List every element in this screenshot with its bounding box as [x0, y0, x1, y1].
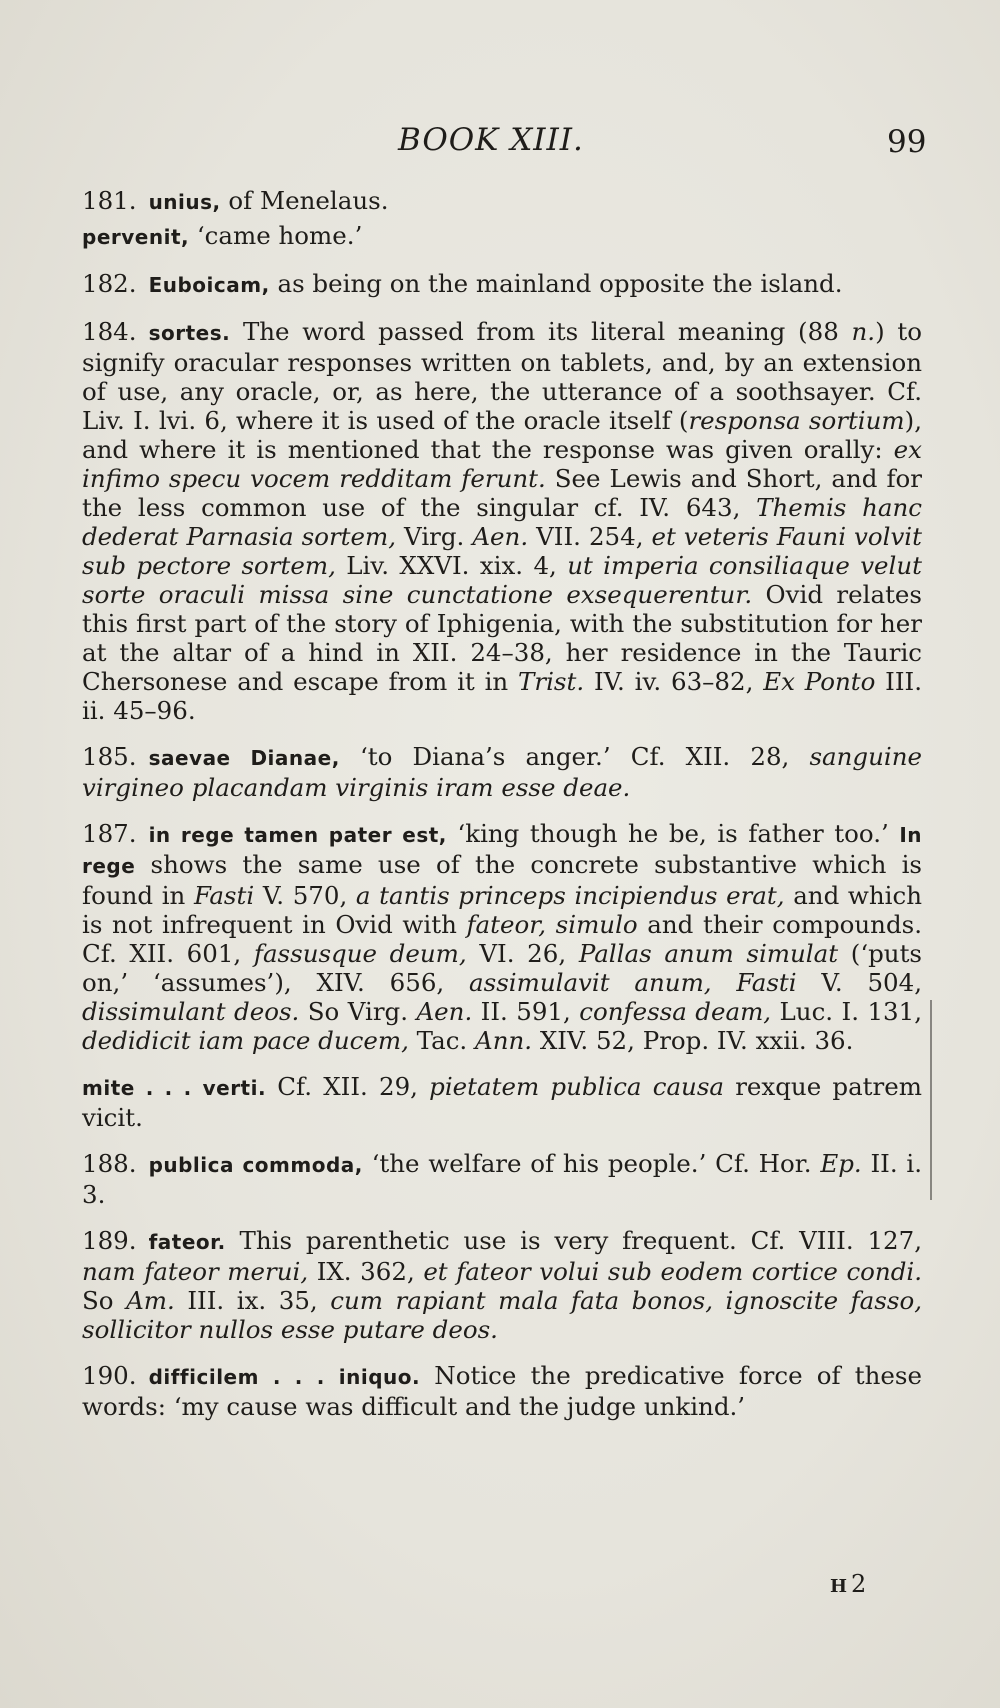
commentary-note: [82, 742, 922, 802]
note-text: Ovid relates this first part of the story of Iphigenia, with the substitution for her at the altar of a hind in XII. 24–38, her residence in the Tauric Chersonese and escape from it in: [82, 580, 922, 696]
note-text: as being on the mainland opposite the island.: [269, 269, 843, 298]
italic-citation: Aen.: [472, 522, 529, 551]
note-text: ) to signify oracular responses written on tablets, and, by an extension of use, any oracle, or, as here, the utterance of a soothsayer. Cf. Liv. I. lvi. 6, where it is used of the oracle itself (: [82, 317, 922, 435]
commentary-note: [82, 317, 922, 725]
italic-citation: ex infimo specu vocem redditam ferunt.: [82, 435, 922, 493]
italic-citation: Ann.: [475, 1026, 533, 1055]
note-lemma: fateor.: [148, 1230, 226, 1254]
signature-mark: [830, 1570, 866, 1598]
note-text: ‘king though he be, is father too.’: [446, 819, 900, 848]
margin-pencil-mark: [930, 1000, 932, 1200]
note-text: V. 504,: [796, 968, 922, 997]
note-text: Notice the predicative force of these words: ‘my cause was difficult and the judge unkind.’: [82, 1361, 923, 1421]
italic-citation: dissimulant deos.: [82, 997, 300, 1026]
note-text: Cf. XII. 29,: [266, 1072, 430, 1101]
italic-citation: confessa deam,: [579, 997, 772, 1026]
note-text: and their compounds. Cf. XII. 601,: [82, 910, 923, 968]
note-text: V. 570,: [254, 881, 356, 910]
italic-citation: nam fateor merui,: [82, 1257, 309, 1286]
italic-citation: pietatem publica causa: [429, 1072, 725, 1101]
note-text: So Virg.: [299, 997, 417, 1026]
italic-citation: Ep.: [820, 1149, 862, 1178]
note-text: Liv. XXVI. xix. 4,: [335, 551, 568, 580]
italic-citation: Trist.: [518, 667, 585, 696]
italic-citation: sanguine virgineo placandam virginis iram esse deae.: [82, 742, 923, 802]
note-text: So: [82, 1286, 127, 1315]
italic-citation: ut imperia consiliaque velut sorte oraculi missa sine cunctatione exsequerentur.: [82, 551, 922, 609]
note-text: III. ix. 35,: [174, 1286, 331, 1315]
commentary-note: [82, 221, 922, 252]
note-number: 188.: [82, 1149, 137, 1178]
note-lemma: difficilem . . . iniquo.: [148, 1365, 421, 1389]
note-text: This parenthetic use is very frequent. Cf. VIII. 127,: [225, 1226, 922, 1255]
italic-citation: n.: [851, 317, 876, 346]
note-text: rexque patrem vicit.: [82, 1072, 922, 1132]
italic-citation: Ex Ponto: [763, 667, 876, 696]
note-lemma: sortes.: [148, 321, 231, 345]
note-text: of Menelaus.: [220, 186, 389, 215]
note-text: and which is not infrequent in Ovid with: [82, 881, 923, 939]
note-number: 185.: [82, 742, 137, 771]
italic-citation: Am.: [126, 1286, 175, 1315]
note-text: See Lewis and Short, and for the less common use of the singular cf. IV. 643,: [82, 464, 922, 522]
note-lemma: pervenit,: [82, 225, 190, 249]
note-text: Luc. I. 131,: [771, 997, 922, 1026]
running-title: BOOK XIII.: [398, 122, 584, 158]
note-text: ‘came home.’: [189, 221, 363, 250]
note-text: (‘puts on,’ ‘assumes’), XIV. 656,: [82, 939, 923, 997]
italic-citation: Themis hanc dederat Parnasia sortem,: [82, 493, 922, 551]
italic-citation: Pallas anum simulat: [578, 939, 839, 968]
note-number: 181.: [82, 186, 137, 215]
italic-citation: cum rapiant mala fata bonos, ignoscite fasso, sollicitor nullos esse putare deos.: [82, 1286, 922, 1344]
note-text: ), and where it is mentioned that the response was given orally:: [82, 406, 922, 464]
italic-citation: fateor, simulo: [466, 910, 638, 939]
note-number: 184.: [82, 317, 137, 346]
note-text: shows the same use of the concrete substantive which is found in: [82, 850, 922, 910]
note-text: Tac.: [408, 1026, 476, 1055]
note-text: VII. 254,: [528, 522, 652, 551]
commentary-note: [82, 269, 922, 300]
note-text: ‘to Diana’s anger.’ Cf. XII. 28,: [339, 742, 810, 771]
italic-citation: a tantis princeps incipiendus erat,: [355, 881, 785, 910]
italic-citation: et fateor volui sub eodem cortice condi.: [423, 1257, 922, 1286]
note-text: The word passed from its literal meaning (88: [230, 317, 852, 346]
italic-citation: fassusque deum,: [253, 939, 467, 968]
commentary-note: [82, 1072, 922, 1132]
note-lemma: in rege tamen pater est,: [148, 823, 447, 847]
note-text: II. 591,: [472, 997, 580, 1026]
italic-citation: et veteris Fauni volvit sub pectore sortem,: [82, 522, 922, 580]
running-head: [0, 122, 1000, 162]
note-text: ‘the welfare of his people.’ Cf. Hor.: [362, 1149, 821, 1178]
note-text: IV. iv. 63–82,: [584, 667, 764, 696]
commentary-note: [82, 819, 922, 1055]
italic-citation: Fasti: [193, 881, 255, 910]
commentary-note: [82, 1149, 922, 1209]
note-lemma: unius,: [148, 190, 221, 214]
italic-citation: dedidicit iam pace ducem,: [82, 1026, 409, 1055]
signature-letter: H: [830, 1576, 848, 1597]
note-lemma: In rege: [82, 823, 922, 878]
italic-citation: Aen.: [416, 997, 473, 1026]
note-lemma: publica commoda,: [148, 1153, 363, 1177]
note-number: 187.: [82, 819, 137, 848]
commentary-note: [82, 186, 922, 217]
note-text: VI. 26,: [466, 939, 579, 968]
commentary-note: [82, 1226, 922, 1344]
commentary-note: [82, 1361, 922, 1421]
note-text: XIV. 52, Prop. IV. xxii. 36.: [532, 1026, 854, 1055]
note-text: II. i. 3.: [82, 1149, 922, 1209]
commentary-notes: [82, 186, 922, 1421]
page-number: 99: [887, 124, 927, 160]
note-lemma: Euboicam,: [148, 273, 270, 297]
note-number: 190.: [82, 1361, 137, 1390]
note-lemma: saevae Dianae,: [148, 746, 340, 770]
note-text: IX. 362,: [308, 1257, 424, 1286]
note-text: III. ii. 45–96.: [82, 667, 922, 725]
note-text: Virg.: [396, 522, 473, 551]
note-number: 182.: [82, 269, 137, 298]
italic-citation: responsa sortium: [688, 406, 905, 435]
italic-citation: assimulavit anum, Fasti: [469, 968, 797, 997]
note-number: 189.: [82, 1226, 137, 1255]
note-lemma: mite . . . verti.: [82, 1076, 267, 1100]
signature-number: 2: [851, 1570, 867, 1598]
